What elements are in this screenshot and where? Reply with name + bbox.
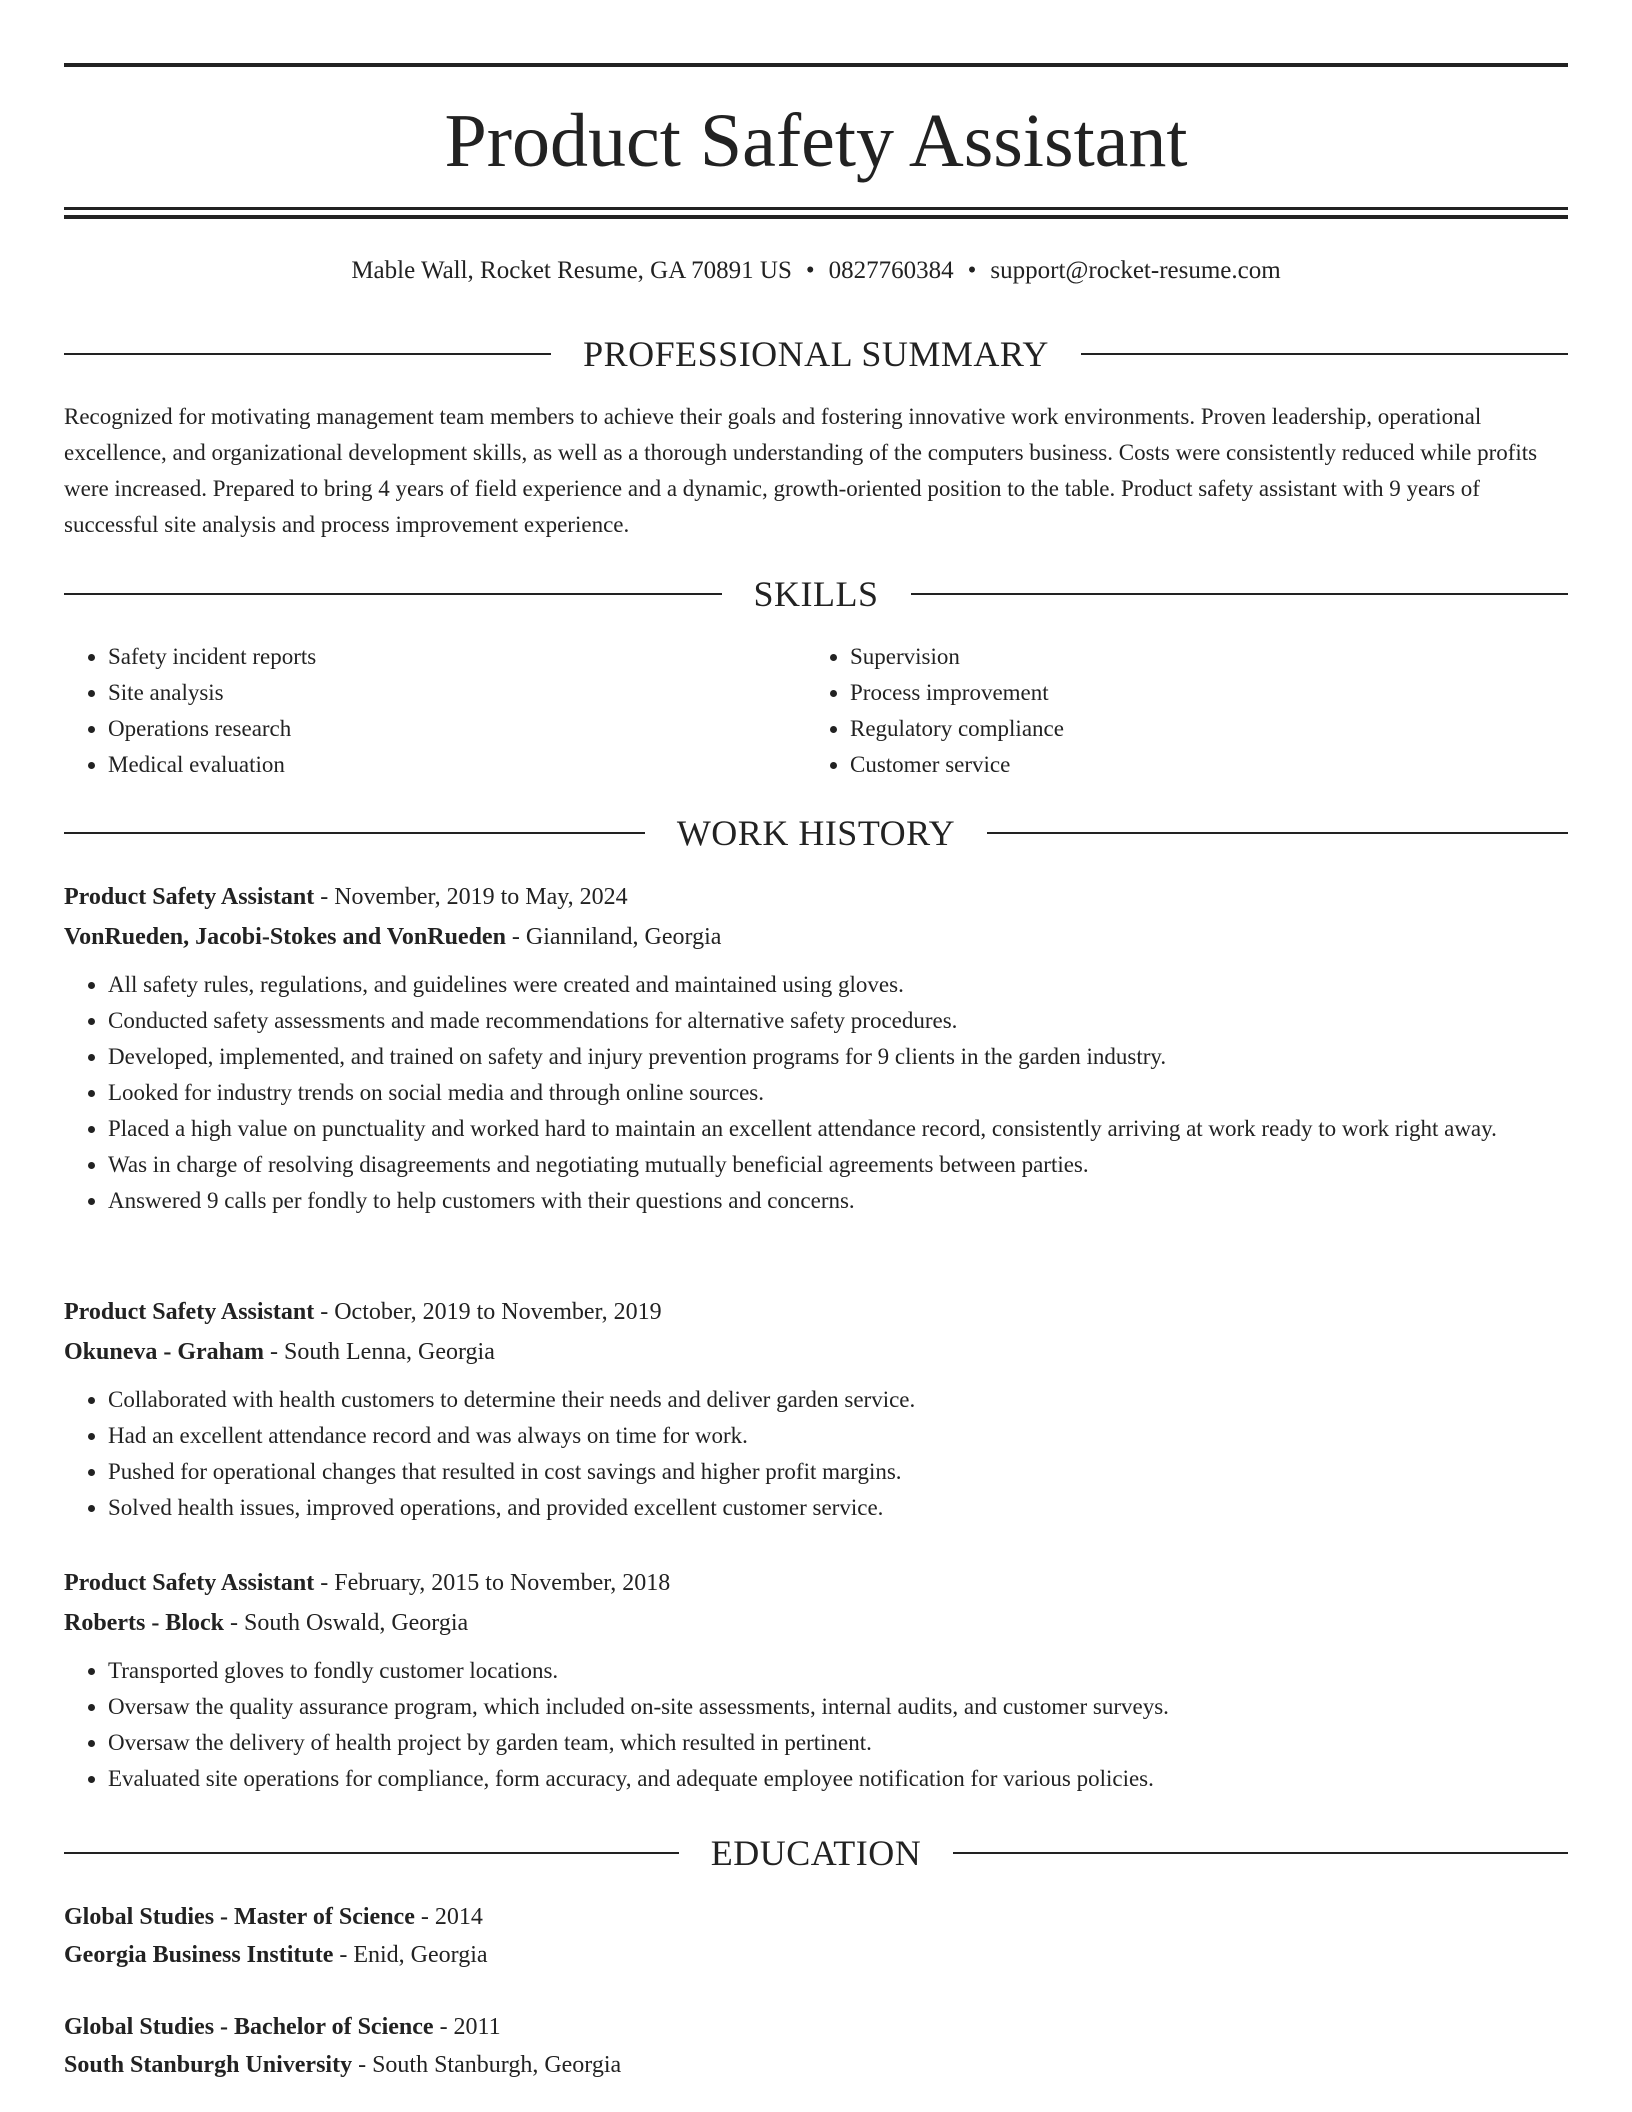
skills-list: [64, 639, 1568, 783]
title-double-rule-upper: [64, 207, 1568, 210]
job-location: - South Oswald, Georgia: [223, 1610, 469, 1636]
section-rule: [953, 1852, 1568, 1854]
job-location: - South Lenna, Georgia: [264, 1339, 495, 1365]
education-year: - 2011: [433, 2014, 501, 2040]
contact-email: support@rocket-resume.com: [990, 257, 1281, 284]
title-double-rule-lower: [64, 215, 1568, 219]
job-bullet: • Oversaw the delivery of health project by garden team, which resulted in pertinent.: [108, 1725, 1568, 1761]
job-bullet: • Conducted safety assessments and made recommendations for alternative safety procedures.: [108, 1003, 1568, 1039]
job-bullet: • Answered 9 calls per fondly to help customers with their questions and concerns.: [108, 1183, 1568, 1219]
skills-column-left: [64, 639, 806, 783]
section-rule: [911, 593, 1569, 595]
skills-column-right: [806, 639, 1550, 783]
section-rule: [64, 593, 722, 595]
contact-line: [64, 253, 1568, 289]
job-company: Roberts - Block: [64, 1610, 224, 1636]
education-location: - South Stanburgh, Georgia: [352, 2052, 622, 2078]
education-degree-line: [64, 1898, 1568, 1936]
skill-item: • Operations research: [108, 711, 806, 747]
job-dates: - November, 2019 to May, 2024: [314, 884, 628, 910]
section-title: PROFESSIONAL SUMMARY: [583, 334, 1049, 374]
job-company: VonRueden, Jacobi-Stokes and VonRueden: [64, 924, 506, 950]
job-bullet: • Had an excellent attendance record and was always on time for work.: [108, 1418, 1568, 1454]
section-rule: [64, 1852, 679, 1854]
job-location: - Gianniland, Georgia: [505, 924, 722, 950]
education-school: Georgia Business Institute: [64, 1942, 334, 1968]
education-school: South Stanburgh University: [64, 2052, 353, 2078]
job-entry: [64, 1563, 1568, 1797]
education-degree: Global Studies - Bachelor of Science: [64, 2014, 434, 2040]
job-title-line: [64, 1563, 1568, 1603]
section-heading-work-history: [64, 808, 1568, 858]
job-bullet: • Collaborated with health customers to determine their needs and deliver garden service.: [108, 1382, 1568, 1418]
section-rule: [64, 353, 551, 355]
job-title-line: [64, 877, 1568, 917]
job-title-line: [64, 1292, 1568, 1332]
job-bullet: • Looked for industry trends on social media and through online sources.: [108, 1075, 1568, 1111]
skill-item: • Medical evaluation: [108, 747, 806, 783]
job-bullet: • All safety rules, regulations, and guidelines were created and maintained using gloves.: [108, 967, 1568, 1003]
contact-separator: •: [805, 257, 815, 284]
job-bullet: • Pushed for operational changes that resulted in cost savings and higher profit margins.: [108, 1454, 1568, 1490]
job-title: Product Safety Assistant: [64, 1570, 315, 1596]
job-title: Product Safety Assistant: [64, 884, 315, 910]
section-title: SKILLS: [753, 574, 879, 614]
job-bullets: [64, 1653, 1568, 1797]
education-degree: Global Studies - Master of Science: [64, 1904, 415, 1930]
job-dates: - February, 2015 to November, 2018: [314, 1570, 671, 1596]
education-degree-line: [64, 2008, 1568, 2046]
job-company-line: [64, 1603, 1568, 1643]
top-rule: [64, 63, 1568, 67]
education-year: - 2014: [414, 1904, 483, 1930]
job-bullet: • Placed a high value on punctuality and worked hard to maintain an excellent attendance record, consistently arriving at work ready to work right away.: [108, 1111, 1568, 1147]
job-entry: [64, 1292, 1568, 1526]
job-company-line: [64, 917, 1568, 957]
education-school-line: [64, 1936, 1568, 1974]
section-rule: [1081, 353, 1568, 355]
skill-item: • Regulatory compliance: [850, 711, 1550, 747]
skill-item: • Safety incident reports: [108, 639, 806, 675]
contact-separator: •: [967, 257, 977, 284]
job-bullets: [64, 967, 1568, 1219]
skill-item: • Supervision: [850, 639, 1550, 675]
job-bullet: • Was in charge of resolving disagreements and negotiating mutually beneficial agreements between parties.: [108, 1147, 1568, 1183]
section-rule: [64, 832, 645, 834]
education-location: - Enid, Georgia: [333, 1942, 488, 1968]
job-entry: [64, 877, 1568, 1219]
page-title: Product Safety Assistant: [444, 99, 1188, 183]
education-entry: [64, 2008, 1568, 2084]
education-entry: [64, 1898, 1568, 1974]
job-bullet: • Solved health issues, improved operations, and provided excellent customer service.: [108, 1490, 1568, 1526]
section-heading-skills: [64, 569, 1568, 619]
job-company-line: [64, 1332, 1568, 1372]
job-bullet: • Transported gloves to fondly customer locations.: [108, 1653, 1568, 1689]
job-bullet: • Developed, implemented, and trained on safety and injury prevention programs for 9 clients in the garden industry.: [108, 1039, 1568, 1075]
education-school-line: [64, 2046, 1568, 2084]
summary-paragraph: Recognized for motivating management team members to achieve their goals and fostering innovative work environments. Proven leadership, operational excellence, and organizational development skills, as well as a thorough understanding of the computers business. Costs were consistently reduced while profits were increased. Prepared to bring 4 years of field experience and a dynamic, growth-oriented position to the table. Product safety assistant with 9 years of successful site analysis and process improvement experience.: [64, 404, 1538, 537]
job-title: Product Safety Assistant: [64, 1299, 315, 1325]
skill-item: • Process improvement: [850, 675, 1550, 711]
skill-item: • Site analysis: [108, 675, 806, 711]
job-bullet: • Evaluated site operations for compliance, form accuracy, and adequate employee notification for various policies.: [108, 1761, 1568, 1797]
contact-phone: 0827760384: [828, 257, 954, 284]
section-title: EDUCATION: [710, 1833, 922, 1873]
job-bullets: [64, 1382, 1568, 1526]
job-bullet: • Oversaw the quality assurance program, which included on-site assessments, internal audits, and customer surveys.: [108, 1689, 1568, 1725]
section-heading-summary: [64, 329, 1568, 379]
skill-item: • Customer service: [850, 747, 1550, 783]
section-rule: [987, 832, 1568, 834]
contact-address: Mable Wall, Rocket Resume, GA 70891 US: [351, 257, 792, 284]
section-heading-education: [64, 1828, 1568, 1878]
section-title: WORK HISTORY: [676, 813, 956, 853]
job-company: Okuneva - Graham: [64, 1339, 265, 1365]
job-dates: - October, 2019 to November, 2019: [314, 1299, 662, 1325]
